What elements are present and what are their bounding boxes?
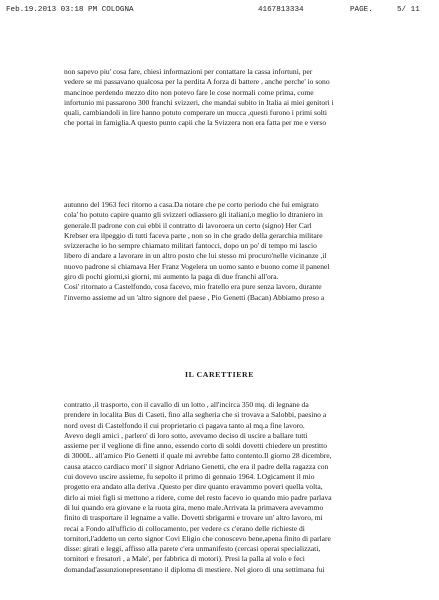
body-paragraph-2: autunno del 1963 feci ritorno a casa.Da notare che pe corto periodo che fui emigrato cola' ho potuto capire quanto gli svizzeri odiassero gli italiani,o meglio lo dtraniero in generale.Il padrone con cui ebbi il contratto di lavoroera un certo (signo) Her Carl Krebser era ilpeggio di tutti faceva parte , non so in che grado della gerarchia militare svizzerache io ho sempre chiamato militari fantocci, dopo un po' di tempo mi lascio libero di andare a lavorare in un altro posto che lui stesso mi procuro'nelle vicinanze ,il nuovo padrone si chiamava Her Franz Vogelera un uomo santo e buono come il panenel giro di pochi giorni,si giorni, mi aumento la paga di due franchi all'ora. Cosi' ritornato a Castelfondo, cosa facevo, mio fratello era pure senza lavoro, durante l'inverno assieme ad un 'altro signore del paese , Pio Genetti (Bacan) Abbiamo preso a [64,200,330,302]
section-title: IL CARETTIERE [184,370,255,379]
fax-phone-number: 4167813334 [258,6,304,14]
body-paragraph-3: contratto ,il trasporto, con il cavallo di un lotto , all'incirca 350 mq. di legnane da prendere in localita Bus di Caseti, fino alla segheria che si trovava a Salobbi, paesino a nord ovest di Castelfondo il cui proprietario ci pagava tanto al mq.a fine lavoro. Avevo degli amici , parlero' di loro sotto, avevamo deciso di uscire a ballare tutti assieme per il veglione di fine anno, essendo corto di soldi dovetti chiedere un prestitto di 3000L. all'amico Pio Genetti il quale mi avrebbe fatto contento.Il giorno 28 dicembre, causa atacco cardiaco mori' il signor Adriano Genetti, che era il padre della ragazza con cui dovevo uscire assieme, fu sepolto il primo di gennaio 1964. LOgicament il mio progetto era andato alla deriva .Questo per dire quanto eravammo poveri quella volta, dirlo ai miei figli si mettono a ridere, come del resto facevo io quando mio padre parlava di lui quando era giovane e la ruota gira, meno male.Arrivata la primavera avevammo finito di trasportare il legname a valle. Dovetti sbrigarmi e trovare un' altro lavoro, mi recai a Fondo all'ufficio di collocamento, per vedere cs c'erano delle richieste di tornitori,l'addetto un certo signor Covi Eligio che conoscevo bene,apena finito di parlare disse: girati e leggi, affisso alla parete c'era unmanifesto (cercasi operai specializzati, tornitori e fresatori , a Male', per fabbrica di motori). Presi la palla al volo e feci domandad'assunzionepresentano il diploma di mestiere. Nel gioro di una settimana fui [64,400,332,574]
fax-header [0,6,439,18]
fax-page-number: 5/ 11 [397,6,420,14]
fax-datetime-place: Feb.19.2013 03:18 PM COLOGNA [6,6,134,14]
body-paragraph-1: non sapevo piu' cosa fare, chiesi informazioni per contattare la cassa infortuni, per vedere se mi passavano qualcosa per la perdita A forza di battere , anche perche' io sono mancinoe perdendo mezzo dito non potevo fare le cose normali come prima, come infortunio mi passarono 300 franchi svizzeri, che mandai subito in Italia ai miei genitori i quali, cambiandoli in lire hanno potuto comperare un mucca ,questi furono i primi solti che portai in famiglia.A questo punto capii che la Svizzera non era fatta per me e verso [64,67,334,128]
fax-page-label: PAGE. [350,6,373,14]
